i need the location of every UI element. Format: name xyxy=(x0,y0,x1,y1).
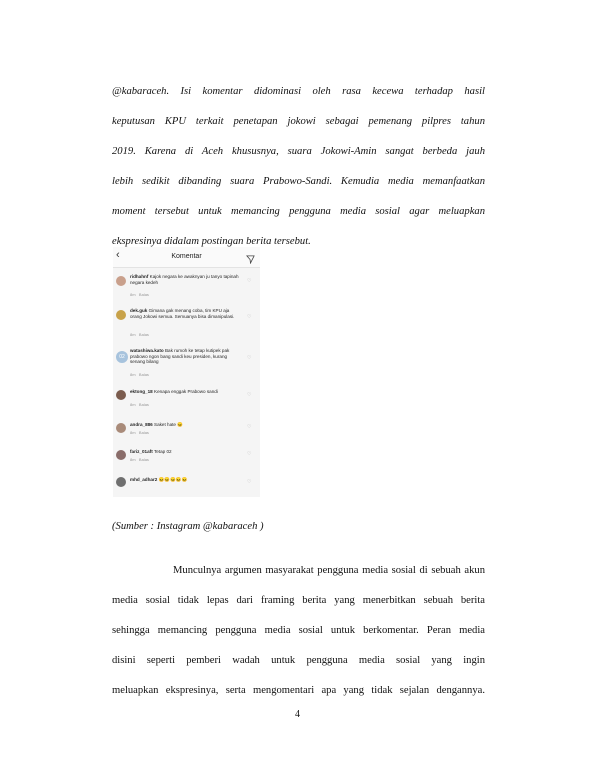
comment-text: ektong_18 Kenapa enggak Prabowo sandi xyxy=(130,389,218,394)
heart-icon: ♡ xyxy=(247,314,252,320)
comment-text: dek.guk Gimana gak menang coba, tim KPU aja orang Jokowi semua. Semuanya bisa dimanipulasi. xyxy=(130,308,235,319)
avatar xyxy=(116,310,126,320)
comment-meta: 8m Balas xyxy=(130,457,149,462)
instagram-comments-screenshot xyxy=(113,247,260,497)
comments-header xyxy=(113,247,260,268)
heart-icon: ♡ xyxy=(247,278,252,284)
paragraph-line: keputusan KPU terkait penetapan jokowi sebagai pemenang pilpres tahun xyxy=(112,116,485,127)
avatar xyxy=(116,423,126,433)
paragraph-line: sehingga memancing pengguna media sosial untuk berkomentar. Peran media xyxy=(112,625,485,636)
comment-text: fariz_01aft Tetap 02 xyxy=(130,449,172,454)
heart-icon: ♡ xyxy=(247,424,252,430)
heart-icon: ♡ xyxy=(247,451,252,457)
chevron-left-icon: ‹ xyxy=(116,249,120,261)
figure-caption: (Sumber : Instagram @kabaraceh ) xyxy=(112,521,264,532)
comment-meta: 8m Balas xyxy=(130,402,149,407)
comment-meta: 8m Balas xyxy=(130,332,149,337)
heart-icon: ♡ xyxy=(247,479,252,485)
send-icon xyxy=(246,251,255,269)
paragraph-line: @kabaraceh. Isi komentar didominasi oleh rasa kecewa terhadap hasil xyxy=(112,86,485,97)
paragraph-line: disini seperti pemberi wadah untuk pengguna media sosial yang ingin xyxy=(112,655,485,666)
avatar xyxy=(116,477,126,487)
paragraph-line: Munculnya argumen masyarakat pengguna media sosial di sebuah akun xyxy=(173,565,485,576)
comment-meta: 8m Balas xyxy=(130,372,149,377)
avatar: 02 xyxy=(116,351,128,363)
comment-meta: 8m Balas xyxy=(130,292,149,297)
comment-text: watashiwa.kato Bak rumoh ke tetap kutipek pak prabowo ngon bang sandi keu presiden, kurang senang bilang xyxy=(130,348,230,365)
paragraph-line: media sosial tidak lepas dari framing berita yang menerbitkan sebuah berita xyxy=(112,595,485,606)
comments-title: Komentar xyxy=(171,253,202,260)
comment-meta: 8m Balas xyxy=(130,430,149,435)
paragraph-line: ekspresinya didalam postingan berita tersebut. xyxy=(112,236,311,247)
avatar xyxy=(116,390,126,400)
comment-text: mhd_adhar2 😖😖😖😖😖 xyxy=(130,477,188,482)
avatar xyxy=(116,276,126,286)
body-paragraph-2 xyxy=(112,556,485,706)
paragraph-line: meluapkan ekspresinya, serta mengomentari apa yang tidak sejalan dengannya. xyxy=(112,685,485,696)
comment-text: andra_886 Saket hate 😖 xyxy=(130,422,183,427)
paragraph-line: moment tersebut untuk memancing pengguna media sosial agar meluapkan xyxy=(112,206,485,217)
body-paragraph-1 xyxy=(112,77,485,257)
avatar xyxy=(116,450,126,460)
page-number: 4 xyxy=(295,709,300,720)
comment-text: ridhahnf Kajok negara ke awaknyan ju tanyo tapinah negara kedeh xyxy=(130,274,239,285)
heart-icon: ♡ xyxy=(247,392,252,398)
heart-icon: ♡ xyxy=(247,355,252,361)
paragraph-line: 2019. Karena di Aceh khususnya, suara Jokowi-Amin sangat berbeda jauh xyxy=(112,146,485,157)
paragraph-line: lebih sedikit dibanding suara Prabowo-Sandi. Kemudia media memanfaatkan xyxy=(112,176,485,187)
